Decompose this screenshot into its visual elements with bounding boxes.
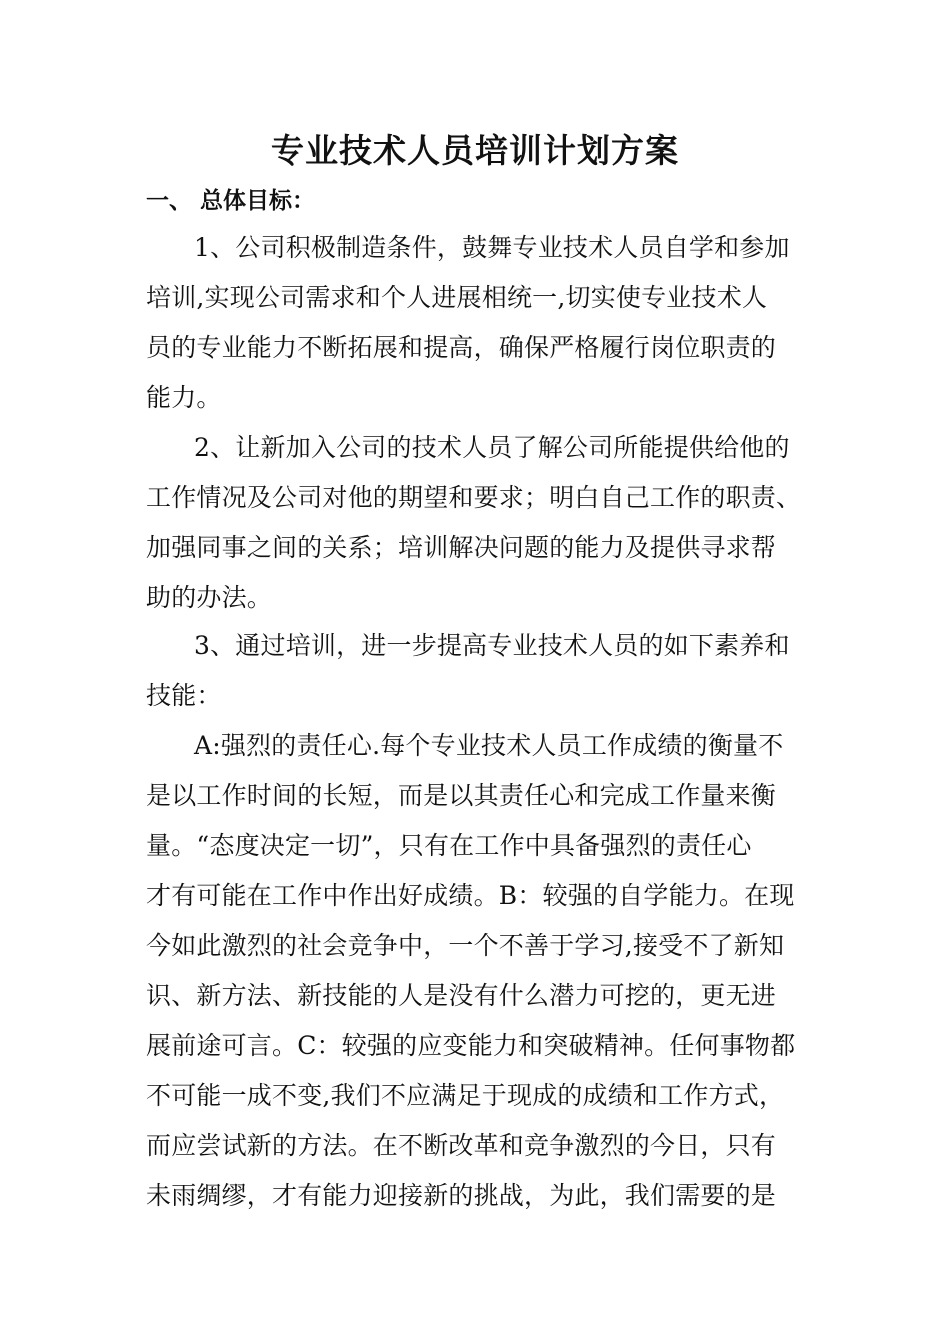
paragraph-line: 1、公司积极制造条件，鼓舞专业技术人员自学和参加 (194, 233, 790, 262)
paragraph-line: 3、通过培训，进一步提高专业技术人员的如下素养和 (194, 631, 790, 660)
paragraph-line: 工作情况及公司对他的期望和要求；明白自己工作的职责、 (146, 483, 802, 512)
paragraph-line: A:强烈的责任心.每个专业技术人员工作成绩的衡量不 (194, 731, 784, 760)
paragraph-line: 量。“态度决定一切”，只有在工作中具备强烈的责任心 (146, 831, 752, 860)
paragraph-line: 未雨绸缪，才有能力迎接新的挑战，为此，我们需要的是 (146, 1181, 777, 1210)
paragraph-line: 技能： (146, 681, 222, 710)
paragraph-line: 是以工作时间的长短，而是以其责任心和完成工作量来衡 (146, 781, 777, 810)
document-title: 专业技术人员培训计划方案 (271, 131, 679, 170)
paragraph-line: 培训,实现公司需求和个人进展相统一,切实使专业技术人 (146, 283, 768, 312)
paragraph-line: 能力。 (146, 383, 222, 412)
paragraph-line: 今如此激烈的社会竞争中，一个不善于学习,接受不了新知 (146, 931, 785, 960)
section-heading: 一、 总体目标： (146, 187, 316, 214)
paragraph-line: 才有可能在工作中作出好成绩。B：较强的自学能力。在现 (146, 881, 795, 910)
paragraph-line: 识、新方法、新技能的人是没有什么潜力可挖的，更无进 (146, 981, 777, 1010)
paragraph-line: 2、让新加入公司的技术人员了解公司所能提供给他的 (194, 433, 790, 462)
paragraph-line: 助的办法。 (146, 583, 273, 612)
paragraph-line: 而应尝试新的方法。在不断改革和竞争激烈的今日，只有 (146, 1131, 777, 1160)
paragraph-line: 员的专业能力不断拓展和提高，确保严格履行岗位职责的 (146, 333, 777, 362)
paragraph-line: 加强同事之间的关系；培训解决问题的能力及提供寻求帮 (146, 533, 777, 562)
paragraph-line: 展前途可言。C：较强的应变能力和突破精神。任何事物都 (146, 1031, 796, 1060)
paragraph-line: 不可能一成不变,我们不应满足于现成的成绩和工作方式， (146, 1081, 785, 1110)
